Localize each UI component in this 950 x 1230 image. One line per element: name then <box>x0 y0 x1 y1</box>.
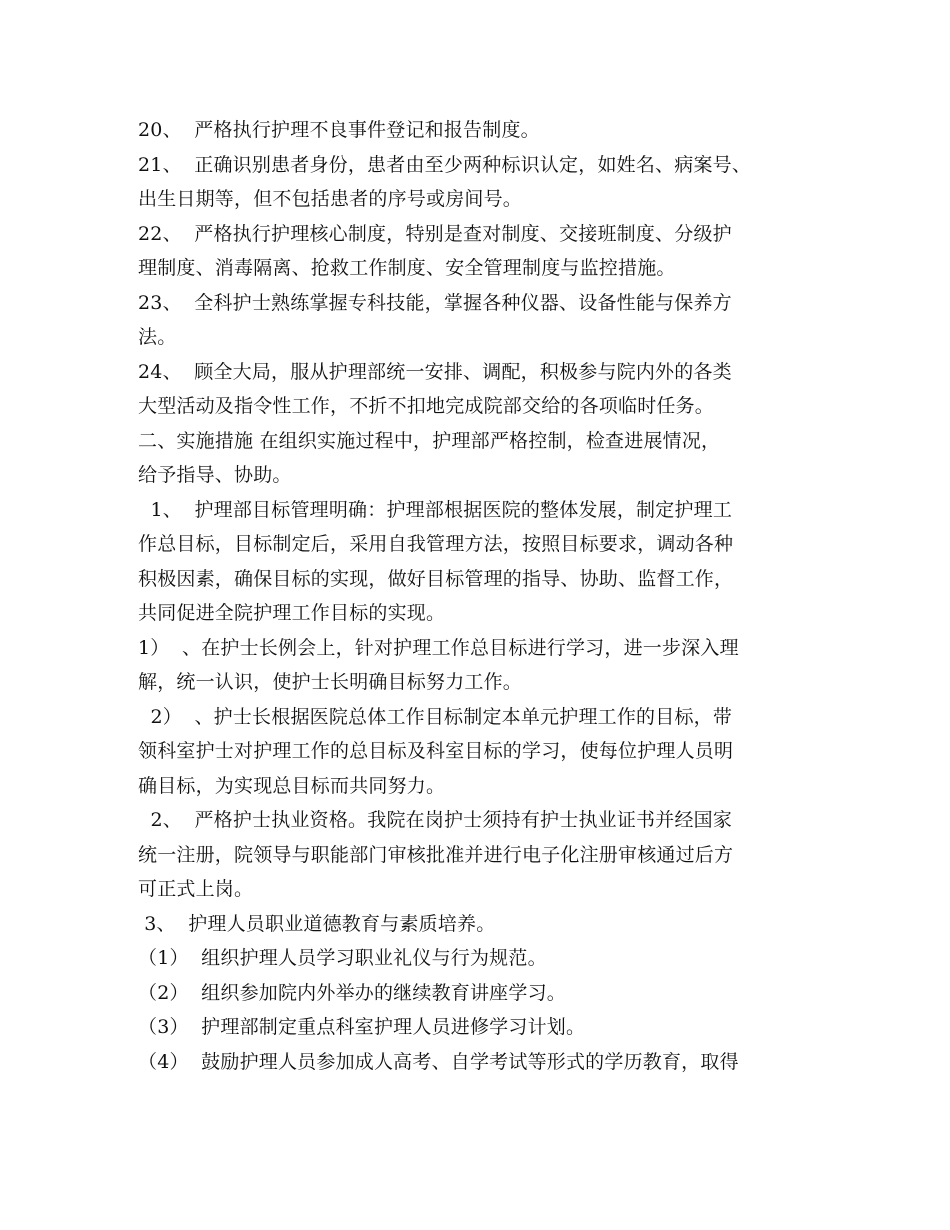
text-line: 2、 严格护士执业资格。我院在岗护士须持有护士执业证书并经国家 <box>138 809 733 831</box>
text-line: 法。 <box>138 326 177 348</box>
text-line: （1） 组织护理人员学习职业礼仪与行为规范。 <box>138 947 547 969</box>
text-line: 统一注册，院领导与职能部门审核批准并进行电子化注册审核通过后方 <box>138 843 734 866</box>
text-line: 积极因素，确保目标的实现，做好目标管理的指导、协助、监督工作， <box>138 567 734 590</box>
text-line: 20、 严格执行护理不良事件登记和报告制度。 <box>138 119 540 141</box>
text-line: 领科室护士对护理工作的总目标及科室目标的学习，使每位护理人员明 <box>138 740 734 762</box>
text-line: 1） 、在护士长例会上，针对护理工作总目标进行学习，进一步深入理 <box>138 636 739 659</box>
text-line: 可正式上岗。 <box>138 878 254 900</box>
text-line: 22、 严格执行护理核心制度，特别是查对制度、交接班制度、分级护 <box>138 222 732 245</box>
text-line: 作总目标，目标制定后，采用自我管理方法，按照目标要求，调动各种 <box>138 533 734 555</box>
text-line: 1、 护理部目标管理明确：护理部根据医院的整体发展，制定护理工 <box>138 498 733 521</box>
document-body <box>138 113 838 1079</box>
text-line: 确目标，为实现总目标而共同努力。 <box>138 774 446 797</box>
text-line: （2） 组织参加院内外举办的继续教育讲座学习。 <box>138 981 566 1004</box>
text-line: 2） 、护士长根据医院总体工作目标制定本单元护理工作的目标，带 <box>138 705 733 728</box>
text-line: 理制度、消毒隔离、抢救工作制度、安全管理制度与监控措施。 <box>138 257 676 279</box>
section-heading-line: 二、实施措施 在组织实施过程中，护理部严格控制，检查进展情况， <box>138 429 721 452</box>
text-line: 21、 正确识别患者身份，患者由至少两种标识认定，如姓名、病案号、 <box>138 153 752 176</box>
text-line: 解，统一认识，使护士长明确目标努力工作。 <box>138 671 523 693</box>
text-line: 出生日期等，但不包括患者的序号或房间号。 <box>138 188 523 210</box>
text-line: 3、 护理人员职业道德教育与素质培养。 <box>138 912 496 935</box>
text-line: 大型活动及指令性工作，不折不扣地完成院部交给的各项临时任务。 <box>138 395 715 417</box>
text-line: 给予指导、协助。 <box>138 464 292 486</box>
text-line: 共同促进全院护理工作目标的实现。 <box>138 602 446 624</box>
text-line: （4） 鼓励护理人员参加成人高考、自学考试等形式的学历教育，取得 <box>138 1050 739 1073</box>
text-line: （3） 护理部制定重点科室护理人员进修学习计划。 <box>138 1016 586 1038</box>
text-line: 24、 顾全大局，服从护理部统一安排、调配，积极参与院内外的各类 <box>138 360 732 383</box>
text-line: 23、 全科护士熟练掌握专科技能，掌握各种仪器、设备性能与保养方 <box>138 291 732 314</box>
